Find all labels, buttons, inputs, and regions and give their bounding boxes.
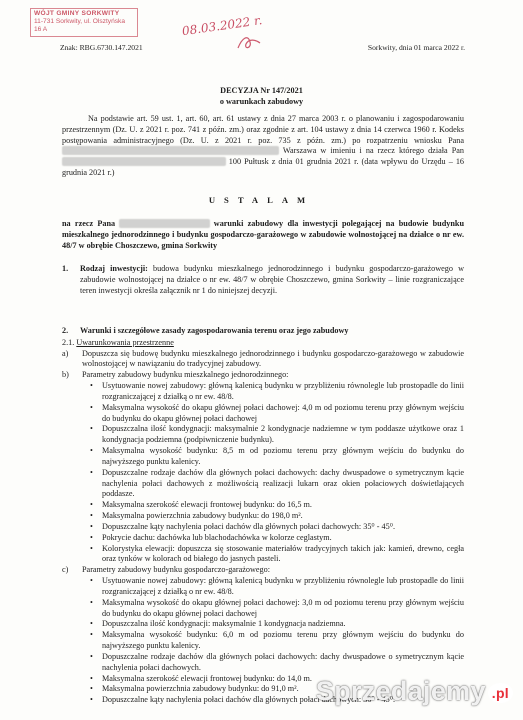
decision-text: warunki zabudowy dla inwestycji polegającej na budowie budynku mieszkalnego jednorodzinnego i budynku gospodarczo-garażowego w zabudowie wolnostojącej na działce o nr ew. 48/7 w obrębie Choszczewo, gmina Sorkwity [62, 219, 465, 250]
basis-text-1: Na podstawie art. 59 ust. 1, art. 60, art. 61 ustawy z dnia 27 marca 2003 r. o planowaniu i zagospodarowaniu przestrzennym (Dz. U. z 2021 r. poz. 741 z późn. zm.) oraz zgodnie z art. 104 ustawy z dnia 14 czerwca 1960 r. Kodeks postępowania administracyjnego (Dz. U. z 2021 r. poz. 735 z późn. zm.) po rozpatrzeniu wniosku Pana [62, 114, 464, 145]
bullet-item: • Maksymalna wysokość do okapu głównej połaci dachowej: 3,0 m od poziomu terenu przy głównym wejściu do budynku do okapu głównej połaci dachowej [90, 597, 464, 618]
item-b [62, 370, 464, 381]
bullet-item: • Pokrycie dachu: dachówka lub blachodachówka w kolorze ceglastym. [90, 532, 332, 542]
decision-prefix: na rzecz Pana [62, 219, 116, 228]
bullet-item: • Maksymalna powierzchnia zabudowy budynku: do 198,0 m². [90, 511, 303, 521]
item-letter: b) [62, 370, 69, 380]
bullet-item: • Dopuszczalne kąty nachylenia połaci dachów dla głównych połaci dachowych: 30⁰ - 45⁰. [90, 695, 396, 705]
bullet-item: • Dopuszczalne kąty nachylenia połaci dachów dla głównych połaci dachowych: 35⁰ - 45⁰. [90, 521, 396, 531]
bullet-item: • Maksymalna szerokość elewacji frontowej budynku: do 16,5 m. [90, 500, 312, 510]
item-a [62, 349, 464, 371]
item-letter: c) [62, 565, 69, 575]
stamp-line-2: 11-731 Sorkwity, ul. Olsztyńska 16 A [34, 18, 126, 34]
handwritten-date-signature [180, 8, 276, 56]
svg-text:08.03.2022 r.: 08.03.2022 r. [181, 13, 264, 39]
redacted-applicant [62, 146, 279, 155]
stamp-line-1: WÓJT GMINY SORKWITY [34, 10, 120, 17]
section-1-number: 1. [62, 264, 69, 273]
watermark-suffix: .pl [488, 683, 513, 703]
section-2 [62, 326, 464, 706]
site-watermark [316, 674, 513, 710]
item-text: Parametry zabudowy budynku gospodarczo-garażowego: [82, 565, 271, 575]
legal-basis-paragraph [62, 114, 464, 179]
reference-number: Znak: RBG.6730.147.2021 [60, 43, 143, 52]
bullet-item: • Dopuszczalna ilość kondygnacji: maksymalnie 1 kondygnacja nadziemna. [90, 619, 346, 629]
bullet-item: • Dopuszczalne rodzaje dachów dla głównych połaci dachowych: dachy dwuspadowe o symetrycznym kącie nachylenia połaci dachowych z możliwością realizacji lukarn oraz okien połaciowych doświetlających poddasze. [90, 467, 464, 499]
subsection-number: 2.1. [62, 337, 75, 347]
bullet-item: • Dopuszczalna ilość kondygnacji: maksymalnie 2 kondygnacje nadziemne w tym poddasze użytkowe oraz 1 kondygnacja podziemna (podpiwniczenie budynku). [90, 424, 464, 445]
ustalam-heading: USTALAM [208, 195, 315, 205]
basis-text-3: 100 Pułtusk z dnia 01 grudnia 2021 r. (data wpływu do Urzędu – 16 grudnia 2021 r.) [62, 157, 465, 178]
decision-title [0, 86, 523, 108]
office-stamp [30, 8, 138, 37]
item-c [62, 565, 464, 576]
bullet-item: • Maksymalna wysokość budynku: 8,5 m od poziomu terenu przy głównym wejściu do budynku do najwyższego punktu kalenicy. [90, 446, 464, 466]
decision-paragraph [62, 219, 464, 251]
redacted-investor [119, 219, 209, 228]
watermark-text: Sprzedajemy [315, 676, 486, 707]
bullet-item: • Maksymalna powierzchnia zabudowy budynku: do 91,0 m². [90, 684, 299, 694]
basis-text-2: Warszawa w imieniu i na rzecz którego działa Pan [282, 146, 464, 156]
subsection-2-1 [62, 338, 464, 349]
section-1-title: Rodzaj inwestycji: [80, 264, 148, 273]
item-letter: a) [62, 348, 69, 358]
bullet-item: • Usytuowanie nowej zabudowy: główną kalenicą budynku w przybliżeniu równolegle lub prostopadle do linii rozgraniczającej z działką o nr ew. 48/8. [90, 576, 464, 596]
section-2-title: Warunki i szczegółowe zasady zagospodarowania terenu oraz jego zabudowy [80, 326, 349, 335]
bullet-item: • Usytuowanie nowej zabudowy: główną kalenicą budynku w przybliżeniu równolegle lub prostopadle do linii rozgraniczającej z działką o nr ew. 48/8. [90, 381, 464, 401]
section-1-text: budowa budynku mieszkalnego jednorodzinnego i budynku gospodarczo-garażowego w zabudowie wolnostojącej na działce o nr ew. 48/7 w obrębie Choszczewo, gmina Sorkwity – linie rozgraniczające teren inwestycji określa załącznik nr 1 do niniejszej decyzji. [80, 264, 464, 295]
section-1 [62, 264, 464, 296]
section-2-number: 2. [62, 326, 69, 335]
bullet-item: • Maksymalna szerokość elewacji frontowej budynku: do 14,0 m. [90, 673, 312, 683]
subsection-title: Uwarunkowania przestrzenne [76, 337, 174, 347]
bullet-item: • Kolorystyka elewacji: dopuszcza się stosowanie materiałów tradycyjnych takich jak: kamień, drewno, cegła oraz tynków w kolorach od białego do jasnych pasteli. [90, 543, 464, 564]
bullet-item: • Maksymalna wysokość do okapu głównej połaci dachowej: 4,0 m od poziomu terenu przy głównym wejściu do budynku do okapu głównej połaci dachowej [90, 402, 464, 423]
redacted-representative [62, 157, 226, 166]
place-date: Sorkwity, dnia 01 marca 2022 r. [367, 43, 465, 52]
item-text: Parametry zabudowy budynku mieszkalnego jednorodzinnego: [82, 370, 289, 380]
bullet-item: • Dopuszczalne rodzaje dachów dla głównych połaci dachowych: dachy dwuspadowe o symetrycznym kącie nachylenia połaci dachowych. [90, 651, 464, 672]
title-line-1: DECYZJA Nr 147/2021 [220, 86, 303, 95]
item-b-bullets [62, 381, 464, 565]
bullet-item: • Maksymalna wysokość budynku: 6,0 m od poziomu terenu przy głównym wejściu do budynku do najwyższego punktu kalenicy. [90, 630, 464, 651]
item-text: Dopuszcza się budowę budynku mieszkalnego jednorodzinnego i budynku gospodarczo-garażowego w zabudowie wolnostojącej w nawiązaniu do tradycyjnej zabudowy. [82, 348, 464, 369]
title-line-2: o warunkach zabudowy [219, 96, 304, 106]
